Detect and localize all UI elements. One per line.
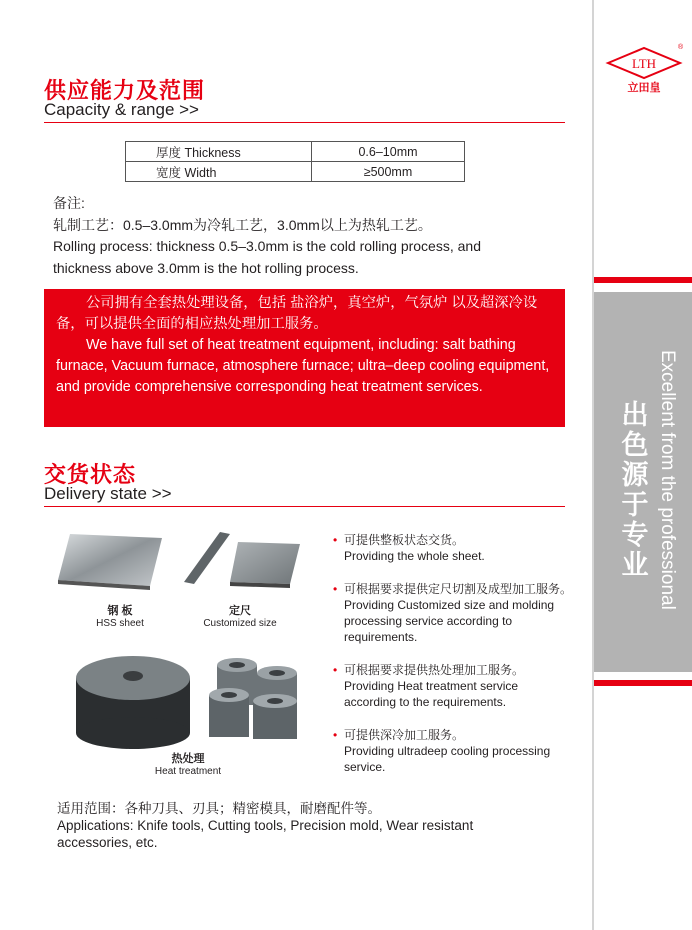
notes [53, 193, 573, 279]
capacity-divider [44, 122, 565, 123]
bullet-icon: • [333, 728, 338, 742]
customized-size-image [180, 530, 302, 590]
applications-en: Applications: Knife tools, Cutting tools, Precision mold, Wear resistant accessories, etc. [57, 818, 474, 850]
heat-treated-discs-image [68, 650, 198, 750]
sidebar-red-bar-bottom [594, 680, 692, 686]
caption-cn: 定尺 [229, 605, 251, 617]
table-row [126, 162, 465, 182]
bullet-cn: 可提供整板状态交货。 [344, 533, 465, 547]
delivery-bullets [333, 532, 593, 792]
applications [57, 800, 527, 851]
caption-en: HSS sheet [96, 618, 144, 629]
hss-sheet-image [58, 530, 163, 592]
sidebar-slogan-en: Excellent from the professional [657, 350, 678, 610]
table-label: 宽度 Width [126, 162, 312, 182]
svg-text:立田皇: 立田皇 [627, 82, 661, 94]
notes-heading: 备注: [53, 195, 85, 211]
table-row [126, 142, 465, 162]
caption-customized-size [190, 602, 290, 629]
list-item [333, 581, 593, 645]
list-item [333, 727, 593, 775]
list-item [333, 662, 593, 710]
caption-cn: 热处理 [171, 753, 205, 765]
heat-treated-rings-image [205, 655, 305, 743]
caption-hss-sheet [70, 602, 170, 629]
svg-text:®: ® [678, 44, 684, 51]
bullet-en: Providing Heat treatment service according to the requirements. [344, 679, 519, 709]
caption-cn: 钢 板 [107, 605, 133, 617]
bullet-en: Providing Customized size and molding processing service according to requirements. [344, 598, 555, 644]
bullet-cn: 可提供深冷加工服务。 [344, 728, 465, 742]
bullet-icon: • [333, 582, 338, 596]
bullet-icon: • [333, 533, 338, 547]
bullet-cn: 可根据要求提供定尺切割及成型加工服务。 [344, 582, 573, 596]
caption-heat-treatment [138, 750, 238, 777]
caption-en: Heat treatment [154, 766, 222, 777]
capacity-table [125, 141, 465, 182]
bullet-icon: • [333, 663, 338, 677]
svg-text:LTH: LTH [631, 56, 657, 71]
heat-box-en: We have full set of heat treatment equipment, including: salt bathing furnace, Vacuum furnace, atmosphere furnace; ultra–deep cooling equipment, and provide comprehensive corresponding heat treatment services. [56, 337, 550, 395]
delivery-title-en: Delivery state >> [44, 484, 172, 503]
capacity-title-cn: 供应能力及范围 [44, 78, 206, 103]
capacity-title-en: Capacity & range >> [44, 100, 199, 119]
sidebar-slogan-cn: 出色源于专业 [621, 400, 649, 580]
list-item [333, 532, 593, 564]
bullet-en: Providing the whole sheet. [344, 549, 485, 563]
caption-en: Customized size [203, 618, 277, 629]
notes-en: Rolling process: thickness 0.5–3.0mm is the cold rolling process, and thickness above 3.0mm is the hot rolling process. [53, 238, 481, 276]
table-value: ≥500mm [312, 162, 465, 182]
delivery-divider [44, 506, 565, 507]
delivery-title-cn: 交货状态 [44, 462, 137, 487]
table-label: 厚度 Thickness [126, 142, 312, 162]
bullet-en: Providing ultradeep cooling processing service. [344, 744, 551, 774]
brand-logo [604, 40, 684, 95]
sidebar-red-bar-top [594, 277, 692, 283]
table-value: 0.6–10mm [312, 142, 465, 162]
bullet-cn: 可根据要求提供热处理加工服务。 [344, 663, 525, 677]
notes-cn: 轧制工艺：0.5–3.0mm为冷轧工艺，3.0mm以上为热轧工艺。 [53, 216, 432, 233]
applications-cn: 适用范围：各种刀具、刃具；精密模具，耐磨配件等。 [57, 801, 381, 816]
heat-box-cn: 公司拥有全套热处理设备，包括 盐浴炉，真空炉，气氛炉 以及超深冷设备，可以提供全面的相应热处理加工服务。 [56, 295, 538, 332]
heat-treatment-box [44, 289, 565, 427]
